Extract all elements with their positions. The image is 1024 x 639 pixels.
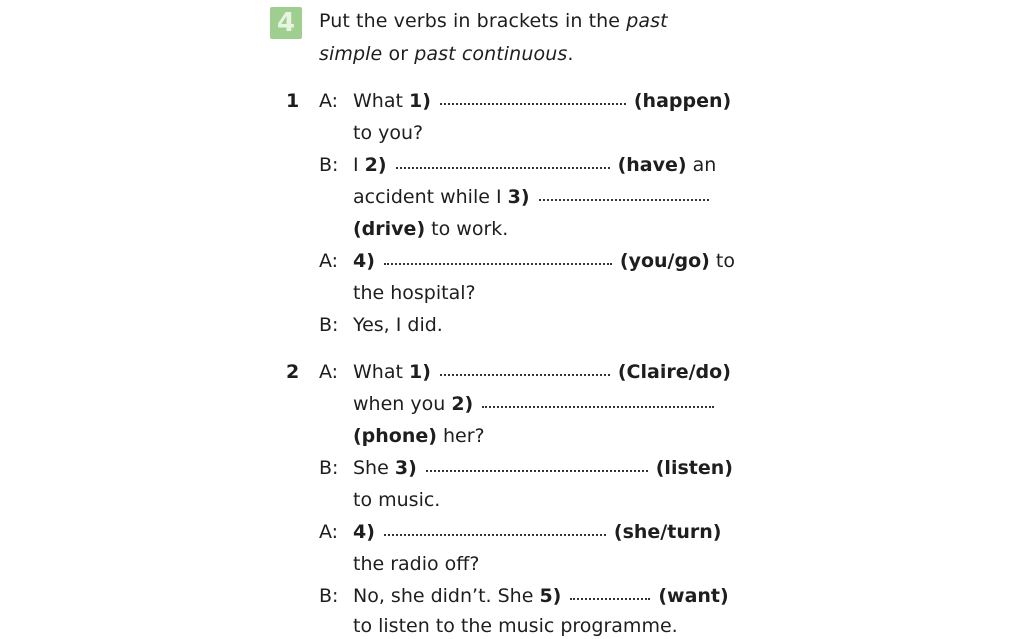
gap-number: 1) <box>408 361 431 383</box>
gap-number: 4) <box>353 521 375 543</box>
verb-hint: (Claire/do) <box>617 361 731 383</box>
answer-blank[interactable] <box>384 532 606 536</box>
dialogue-line-continuation: to music. <box>353 489 441 511</box>
dialogue-line-continuation: to listen to the music programme. <box>353 615 678 637</box>
answer-blank[interactable] <box>440 372 610 376</box>
answer-blank[interactable] <box>384 261 612 265</box>
answer-blank[interactable] <box>440 101 626 105</box>
speaker-label: B: <box>319 457 339 479</box>
dialogue-line: No, she didn’t. She 5) (want) <box>353 585 729 607</box>
instruction-end: . <box>567 43 574 65</box>
speaker-label: B: <box>319 314 339 336</box>
answer-blank[interactable] <box>426 468 648 472</box>
instruction-or: or <box>382 43 415 65</box>
verb-hint: (she/turn) <box>613 521 722 543</box>
verb-hint: (want) <box>658 585 729 607</box>
answer-blank[interactable] <box>570 596 650 600</box>
speaker-label: A: <box>319 361 339 383</box>
verb-hint: (happen) <box>633 90 732 112</box>
dialogue-line-continuation: to you? <box>353 122 424 144</box>
dialogue-line: I 2) (have) an <box>353 154 717 176</box>
instruction-simple: simple <box>319 43 383 65</box>
gap-number: 1) <box>408 90 431 112</box>
dialogue-line: What 1) (happen) <box>353 90 732 112</box>
gap-number: 5) <box>539 585 562 607</box>
instruction-line-2 <box>319 43 573 65</box>
dialogue-line: She 3) (listen) <box>353 457 733 479</box>
instruction-line-1 <box>319 10 668 32</box>
verb-hint: (phone) <box>353 425 437 447</box>
exercise-number-badge <box>270 7 302 39</box>
dialogue-line <box>353 521 721 543</box>
speaker-label: A: <box>319 521 339 543</box>
instruction-past-continuous: past continuous <box>414 43 568 65</box>
verb-hint: (you/go) <box>619 250 710 272</box>
dialogue-line-continuation: the radio off? <box>353 553 480 575</box>
gap-number: 4) <box>353 250 375 272</box>
dialogue-line-continuation: (drive) to work. <box>353 218 509 240</box>
speaker-label: A: <box>319 250 339 272</box>
dialogue-number: 1 <box>286 90 300 112</box>
dialogue-number: 2 <box>286 361 300 383</box>
answer-blank[interactable] <box>539 197 709 201</box>
gap-number: 2) <box>364 154 387 176</box>
dialogue-line-continuation: accident while I 3) <box>353 186 709 208</box>
verb-hint: (drive) <box>353 218 426 240</box>
speaker-label: A: <box>319 90 339 112</box>
dialogue-line: What 1) (Claire/do) <box>353 361 731 383</box>
instruction-text: Put the verbs in brackets in the <box>319 10 627 32</box>
exercise-number: 4 <box>276 8 296 38</box>
speaker-label: B: <box>319 154 339 176</box>
dialogue-line: Yes, I did. <box>353 314 443 336</box>
instruction-past: past <box>626 10 668 32</box>
answer-blank[interactable] <box>396 165 610 169</box>
gap-number: 3) <box>507 186 530 208</box>
dialogue-line-continuation: (phone) her? <box>353 425 485 447</box>
verb-hint: (listen) <box>655 457 733 479</box>
speaker-label: B: <box>319 585 339 607</box>
dialogue-line-continuation: the hospital? <box>353 282 476 304</box>
dialogue-line-continuation: when you 2) <box>353 393 714 415</box>
answer-blank[interactable] <box>482 404 714 408</box>
verb-hint: (have) <box>617 154 687 176</box>
gap-number: 3) <box>394 457 417 479</box>
dialogue-line: 4) (you/go) to <box>353 250 735 272</box>
gap-number: 2) <box>451 393 474 415</box>
